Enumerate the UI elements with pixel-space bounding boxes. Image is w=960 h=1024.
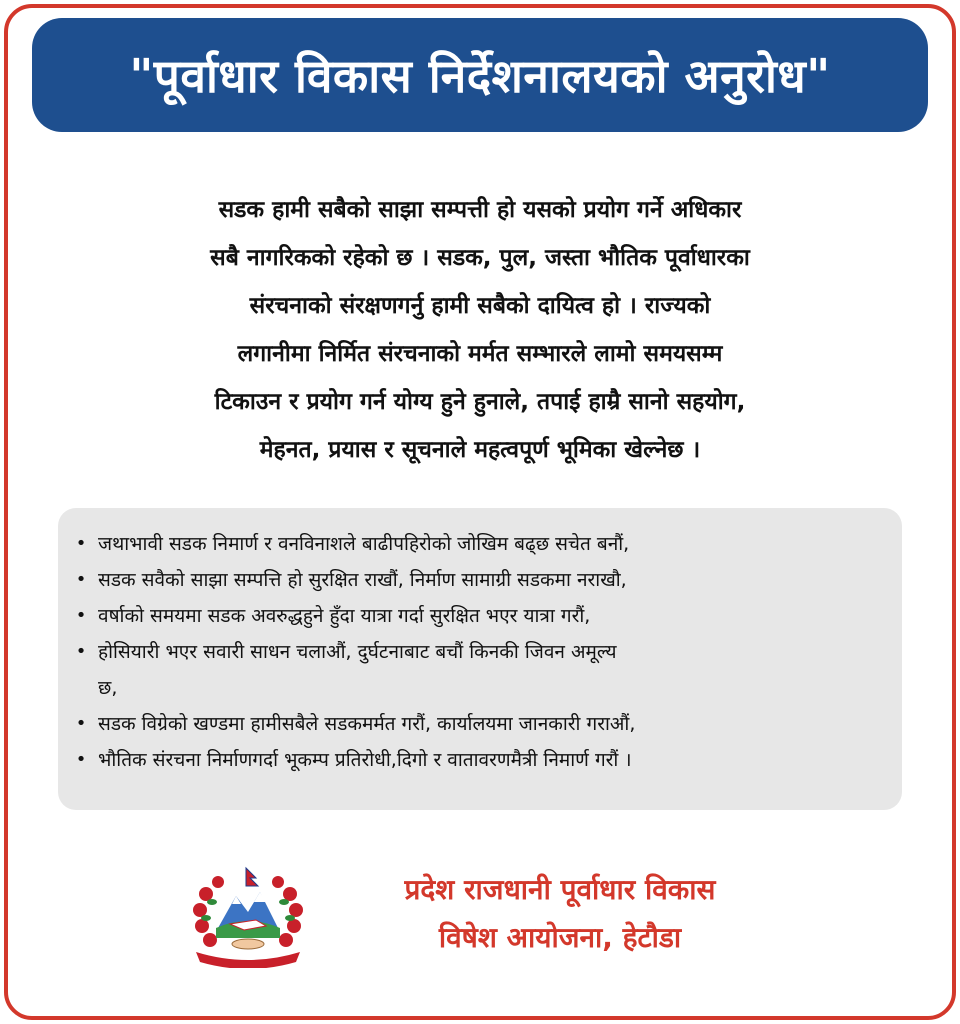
emblem-graphic [186, 864, 310, 968]
notice-text: सडक विग्रेको खण्डमा हामीसबैले सडकमर्मत गरौं, कार्यालयमा जानकारी गराऔं, [98, 713, 636, 735]
notice-text-continued: छ, [98, 677, 118, 699]
bullet-icon: • [75, 749, 87, 770]
bullet-icon: • [75, 605, 87, 626]
footer-line: विषेश आयोजना, हेटौडा [438, 921, 682, 954]
notice-text: सडक सवैको साझा सम्पत्ति हो सुरक्षित राखौं, निर्माण सामाग्री सडकमा नराखौ, [98, 569, 627, 591]
notice-item [72, 526, 884, 562]
notice-list [58, 508, 902, 778]
notice-item [72, 706, 884, 742]
notice-text: भौतिक संरचना निर्माणगर्दा भूकम्प प्रतिरोधी,दिगो र वातावरणमैत्री निमार्ण गरौं । [98, 749, 632, 771]
footer-line: प्रदेश राजधानी पूर्वाधार विकास [404, 873, 716, 906]
notice-item [72, 634, 884, 706]
notice-item [72, 742, 884, 778]
bullet-icon: • [75, 713, 87, 734]
bullet-icon: • [75, 569, 87, 590]
intro-line: लगानीमा निर्मित संरचनाको मर्मत सम्भारले लामो समयसम्म [237, 341, 723, 367]
page-title: "पूर्वाधार विकास निर्देशनालयको अनुरोध" [129, 49, 831, 103]
intro-line: टिकाउन र प्रयोग गर्न योग्य हुने हुनाले, तपाई हाम्रै सानो सहयोग, [214, 389, 746, 415]
notice-item [72, 562, 884, 598]
footer-office-name [320, 866, 800, 962]
notice-text: वर्षाको समयमा सडक अवरुद्धहुने हुँदा यात्रा गर्दा सुरक्षित भएर यात्रा गरौं, [98, 605, 591, 627]
intro-line: मेहनत, प्रयास र सूचनाले महत्वपूर्ण भूमिका खेल्नेछ । [259, 437, 701, 463]
nepal-government-emblem-icon [186, 864, 310, 968]
intro-line: सबै नागरिकको रहेको छ । सडक, पुल, जस्ता भौतिक पूर्वाधारका [210, 245, 750, 271]
bullet-icon: • [75, 641, 87, 662]
notice-box [58, 508, 902, 810]
title-banner [32, 18, 928, 132]
notice-text: होसियारी भएर सवारी साधन चलाऔं, दुर्घटनाबाट बचौं किनकी जिवन अमूल्य [98, 641, 617, 663]
intro-paragraph [60, 186, 900, 474]
intro-line: सडक हामी सबैको साझा सम्पत्ती हो यसको प्रयोग गर्ने अधिकार [218, 197, 742, 223]
notice-text: जथाभावी सडक निमार्ण र वनविनाशले बाढीपहिरोको जोखिम बढ्छ सचेत बनौं, [98, 533, 630, 555]
bullet-icon: • [75, 533, 87, 554]
intro-line: संरचनाको संरक्षणगर्नु हामी सबैको दायित्व हो । राज्यको [249, 293, 711, 319]
notice-item [72, 598, 884, 634]
